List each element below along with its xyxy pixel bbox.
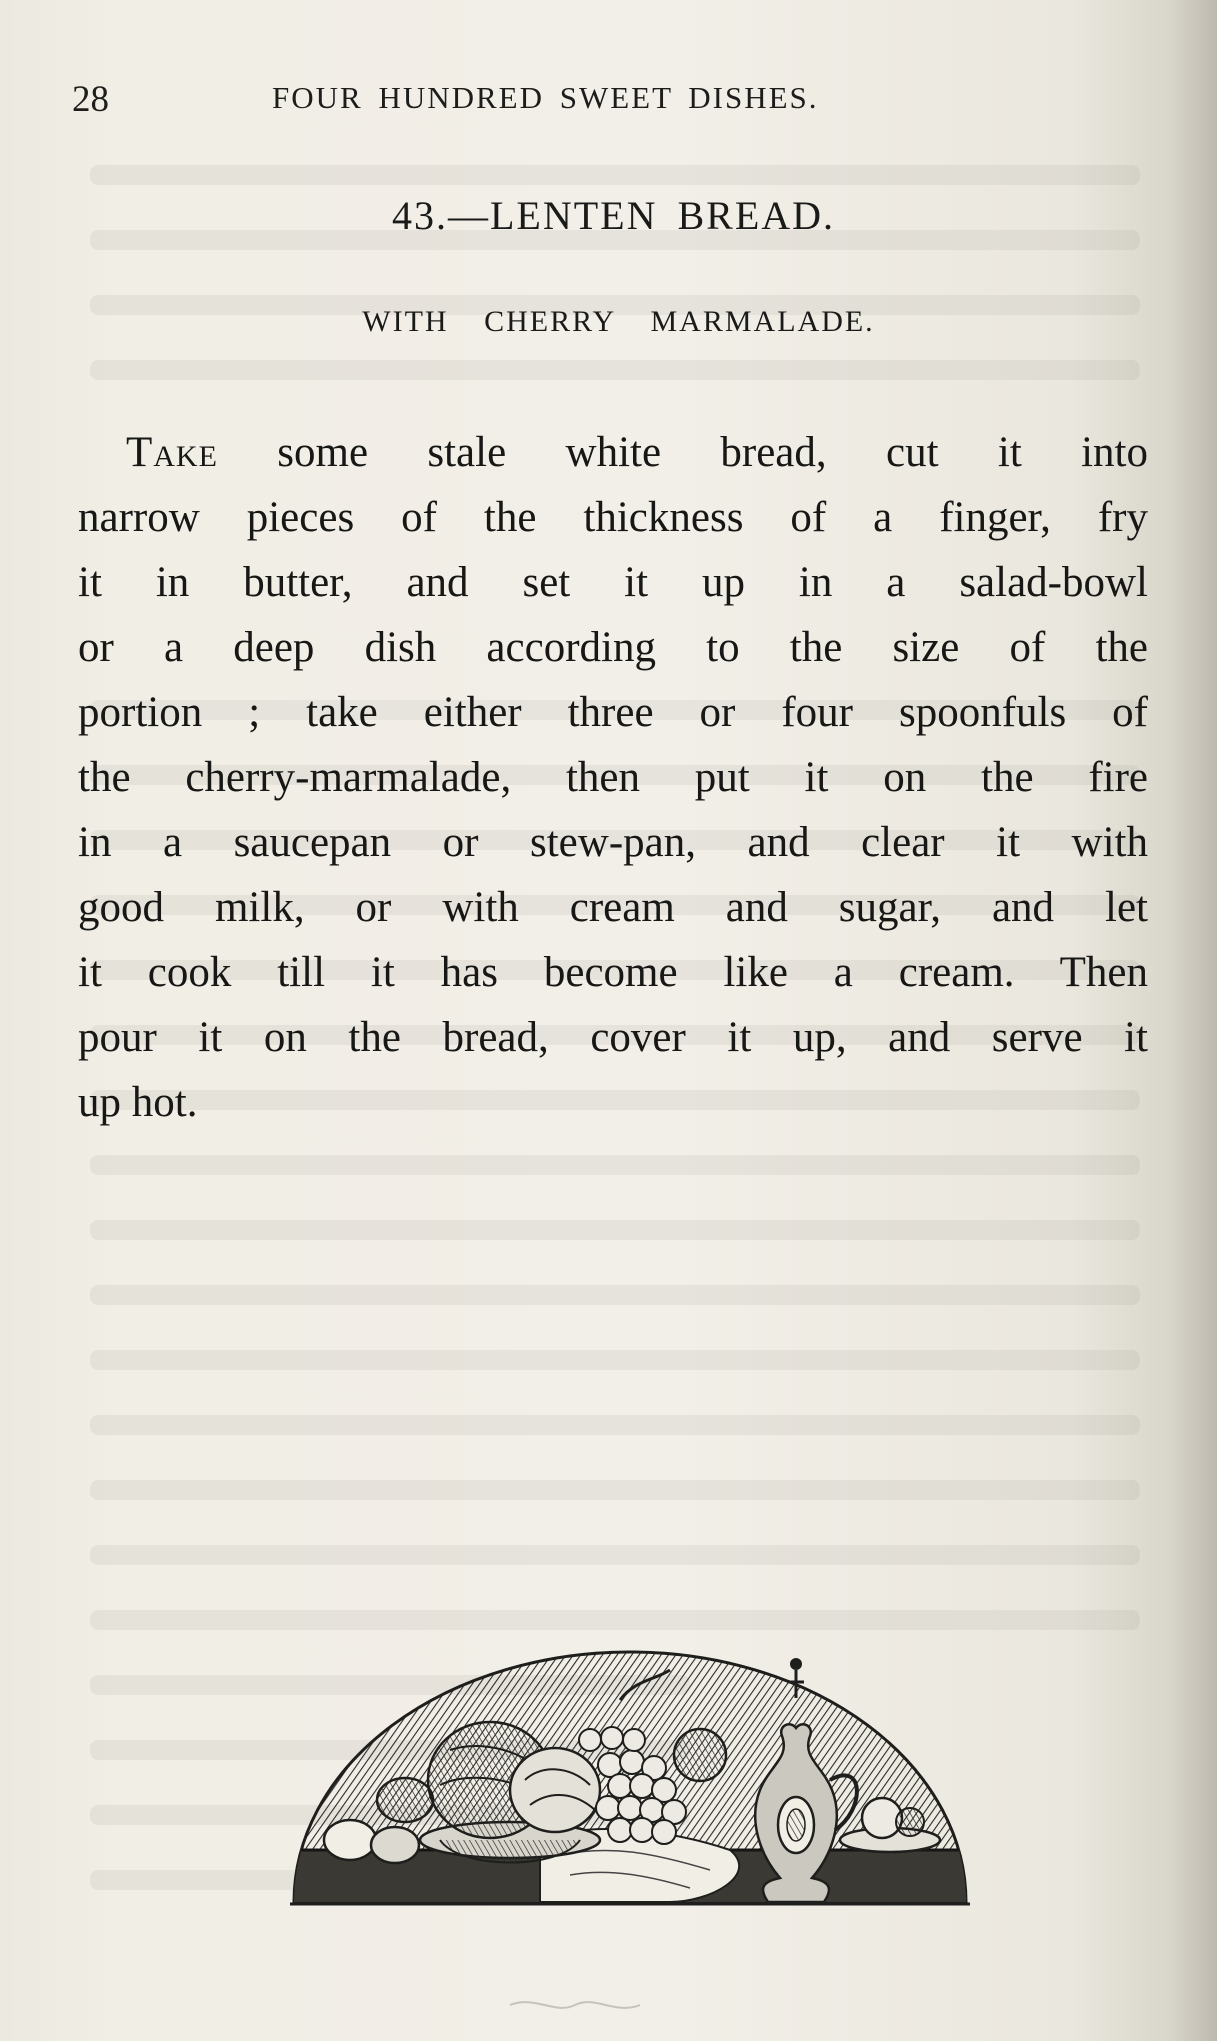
ornament-tailpiece-icon — [505, 1995, 645, 2015]
body-line — [78, 420, 1148, 485]
page-number: 28 — [72, 79, 109, 120]
body-line: or a deep dish according to the size of the — [78, 624, 1148, 671]
recipe-body — [78, 420, 1148, 1135]
body-line: good milk, or with cream and sugar, and let — [78, 884, 1148, 931]
running-head: FOUR HUNDRED SWEET DISHES. — [272, 80, 819, 115]
body-line: up hot. — [78, 1079, 198, 1126]
body-line: pour it on the bread, cover it up, and serve it — [78, 1014, 1148, 1061]
body-line: narrow pieces of the thickness of a finger, fry — [78, 494, 1148, 541]
recipe-subtitle: WITH CHERRY MARMALADE. — [362, 305, 875, 338]
still-life-fruit-vignette-icon — [290, 1640, 970, 1910]
body-line: in a saucepan or stew-pan, and clear it with — [78, 819, 1148, 866]
body-line-text: some stale white bread, cut it into — [217, 429, 1148, 476]
body-line: it cook till it has become like a cream. Then — [78, 949, 1148, 996]
body-line: it in butter, and set it up in a salad-bowl — [78, 559, 1148, 606]
body-line: portion ; take either three or four spoonfuls of — [78, 689, 1148, 736]
lead-word: Take — [126, 429, 218, 476]
body-line: the cherry-marmalade, then put it on the fire — [78, 754, 1148, 801]
recipe-title: 43.—LENTEN BREAD. — [391, 193, 836, 238]
page-header — [72, 70, 952, 120]
